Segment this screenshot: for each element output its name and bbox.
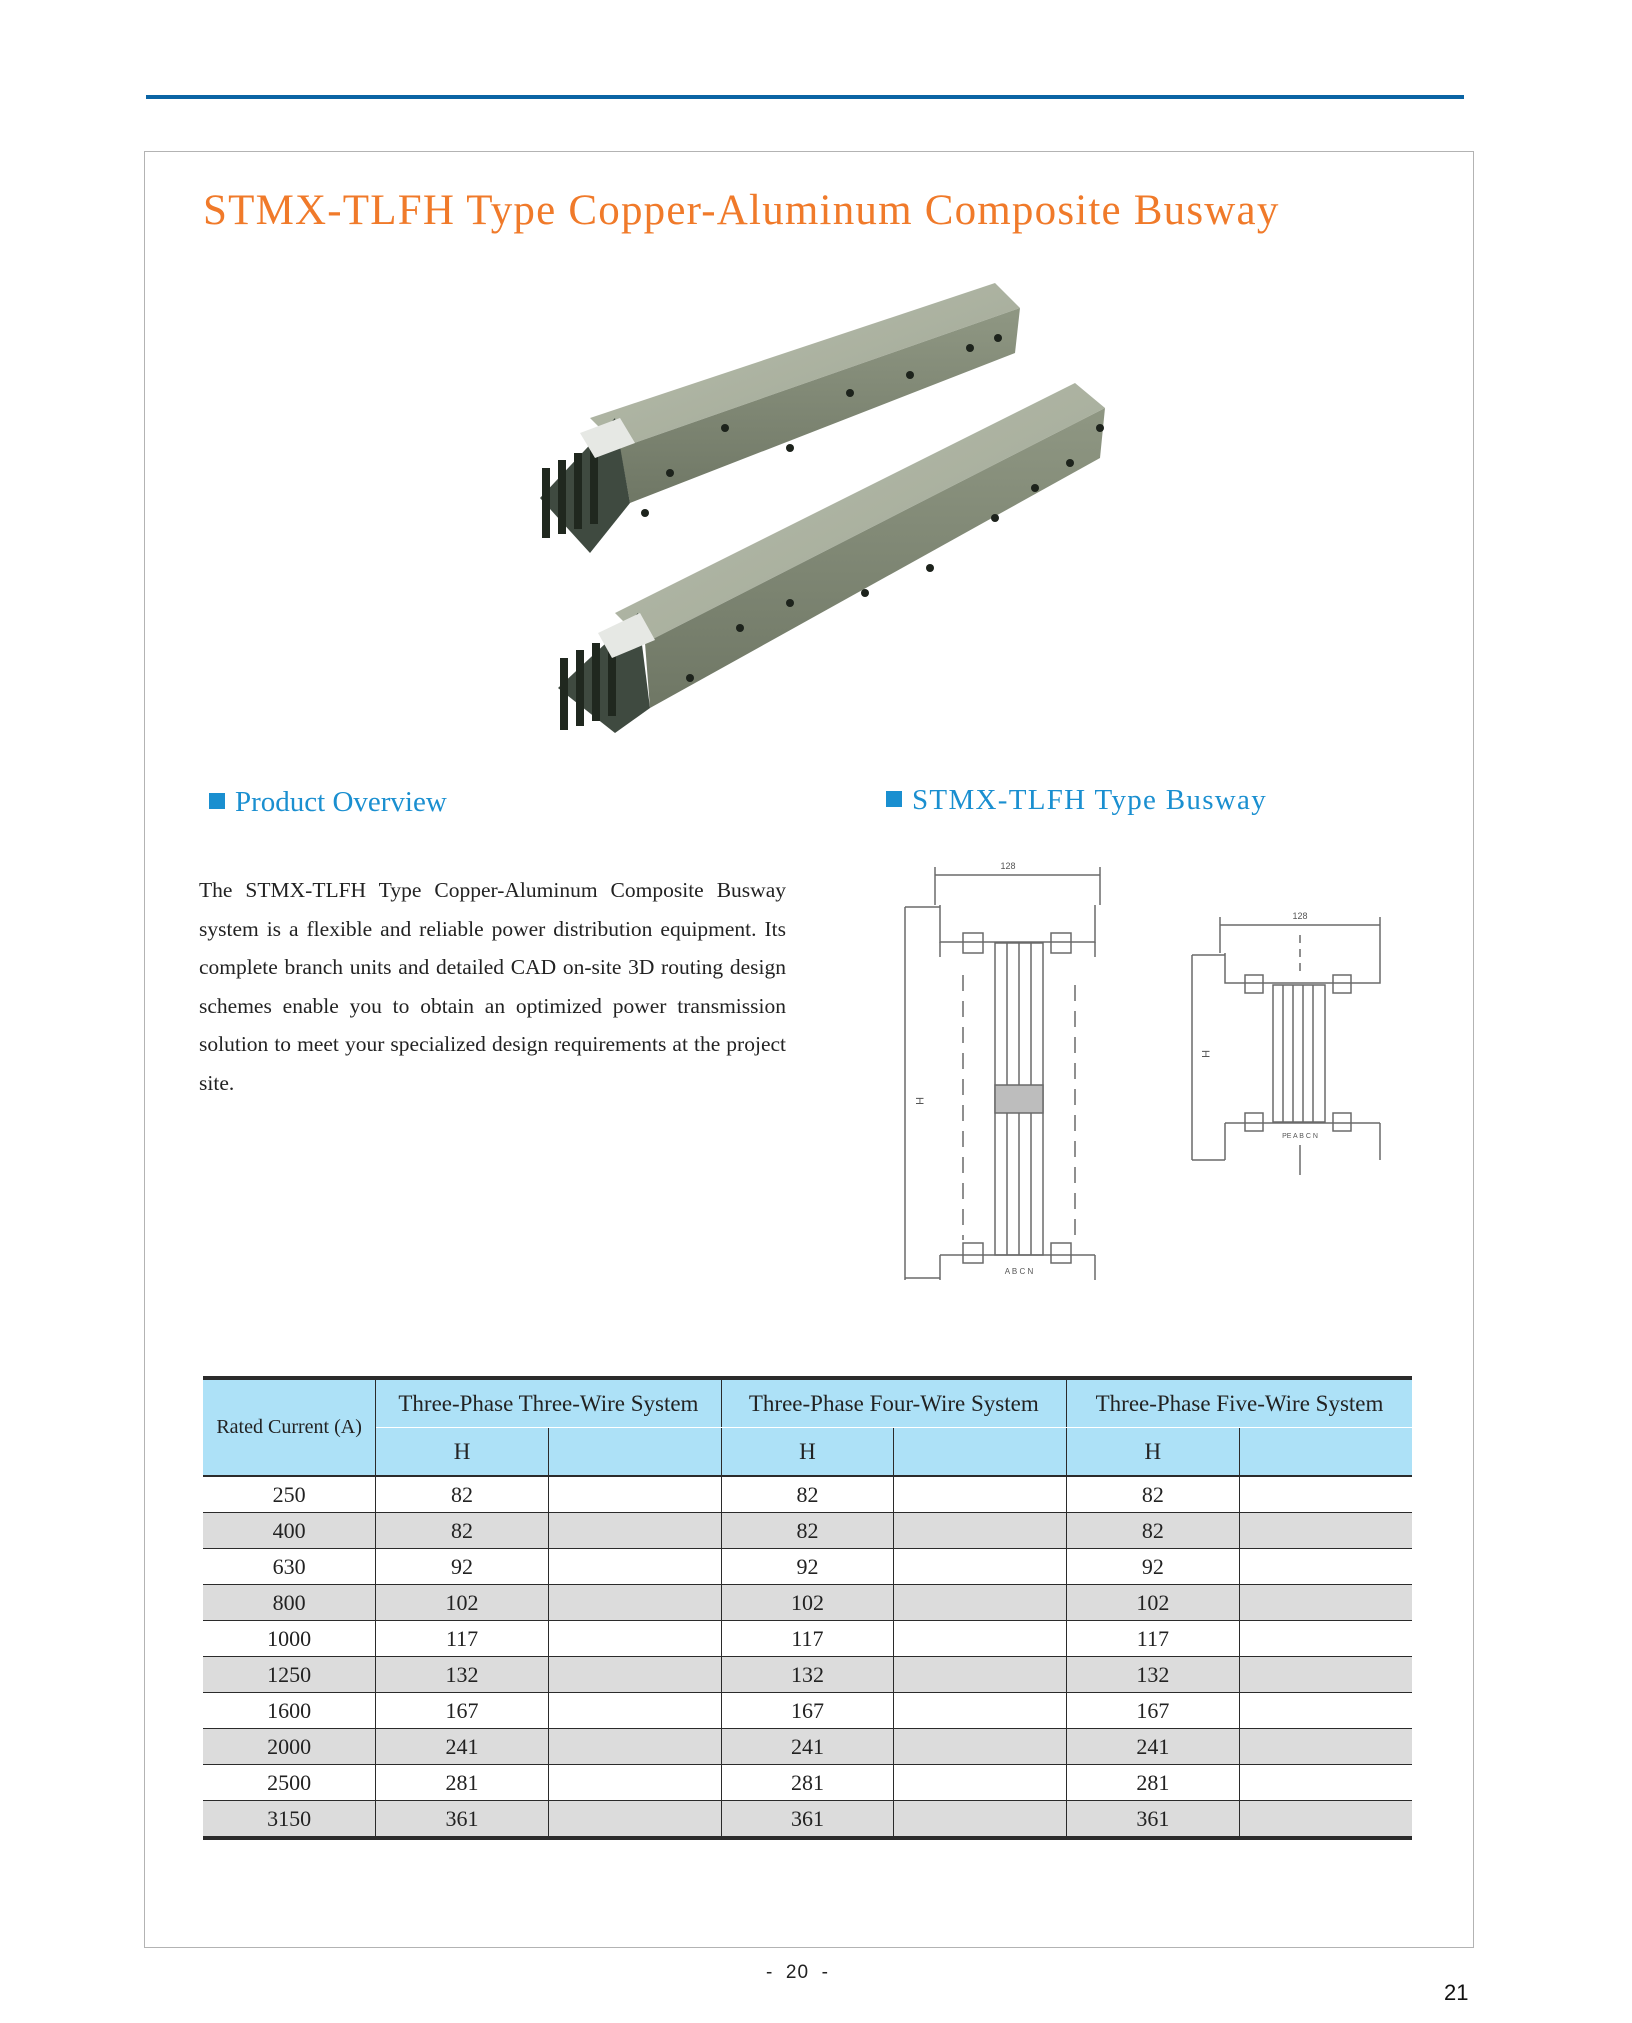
empty-cell <box>894 1621 1067 1657</box>
empty-cell <box>548 1476 721 1513</box>
subheader-blank <box>1239 1428 1412 1477</box>
four-wire-h-cell: 117 <box>721 1621 894 1657</box>
five-wire-h-cell: 361 <box>1067 1801 1240 1839</box>
empty-cell <box>894 1657 1067 1693</box>
left-phase-labels: A B C N <box>1004 1267 1034 1276</box>
three-wire-h-cell: 117 <box>376 1621 549 1657</box>
empty-cell <box>1239 1476 1412 1513</box>
three-wire-h-cell: 102 <box>376 1585 549 1621</box>
page-number-left: - 20 - <box>766 1962 829 1983</box>
cross-section-drawings <box>880 845 1390 1280</box>
empty-cell <box>548 1765 721 1801</box>
three-wire-h-cell: 92 <box>376 1549 549 1585</box>
table-row <box>203 1621 1412 1657</box>
five-wire-h-cell: 82 <box>1067 1476 1240 1513</box>
three-wire-h-cell: 361 <box>376 1801 549 1839</box>
empty-cell <box>894 1693 1067 1729</box>
five-wire-h-cell: 92 <box>1067 1549 1240 1585</box>
rated-current-header: Rated Current (A) <box>203 1378 376 1476</box>
four-wire-h-cell: 281 <box>721 1765 894 1801</box>
five-wire-h-cell: 241 <box>1067 1729 1240 1765</box>
empty-cell <box>1239 1657 1412 1693</box>
table-row <box>203 1765 1412 1801</box>
empty-cell <box>1239 1693 1412 1729</box>
table-row <box>203 1729 1412 1765</box>
section-heading-busway-type <box>886 784 1267 817</box>
rated-current-cell: 2000 <box>203 1729 376 1765</box>
rated-current-cell: 1000 <box>203 1621 376 1657</box>
right-height-label: H <box>1199 1050 1211 1058</box>
left-width-label: 128 <box>1000 861 1016 871</box>
page-title: STMX-TLFH Type Copper-Aluminum Composite Busway <box>203 187 1280 234</box>
subheader-h: H <box>721 1428 894 1477</box>
table-row <box>203 1549 1412 1585</box>
empty-cell <box>548 1657 721 1693</box>
table-header-row <box>203 1378 1412 1428</box>
rated-current-cell: 250 <box>203 1476 376 1513</box>
table-row <box>203 1476 1412 1513</box>
left-height-label: H <box>913 1097 925 1105</box>
table-row <box>203 1693 1412 1729</box>
empty-cell <box>894 1476 1067 1513</box>
four-wire-h-cell: 102 <box>721 1585 894 1621</box>
four-wire-h-cell: 132 <box>721 1657 894 1693</box>
empty-cell <box>548 1513 721 1549</box>
table-row <box>203 1801 1412 1839</box>
empty-cell <box>548 1549 721 1585</box>
empty-cell <box>894 1549 1067 1585</box>
subheader-blank <box>548 1428 721 1477</box>
product-photo <box>520 268 1140 733</box>
rated-current-cell: 800 <box>203 1585 376 1621</box>
empty-cell <box>1239 1801 1412 1839</box>
section-heading-overview <box>209 786 447 819</box>
four-wire-h-cell: 82 <box>721 1476 894 1513</box>
empty-cell <box>1239 1621 1412 1657</box>
empty-cell <box>1239 1585 1412 1621</box>
square-bullet-icon <box>209 793 225 809</box>
rated-current-cell: 1600 <box>203 1693 376 1729</box>
four-wire-h-cell: 241 <box>721 1729 894 1765</box>
rated-current-cell: 2500 <box>203 1765 376 1801</box>
five-wire-h-cell: 82 <box>1067 1513 1240 1549</box>
table-row <box>203 1657 1412 1693</box>
four-wire-h-cell: 167 <box>721 1693 894 1729</box>
empty-cell <box>1239 1765 1412 1801</box>
top-rule <box>146 95 1464 99</box>
five-wire-h-cell: 102 <box>1067 1585 1240 1621</box>
overview-heading-text: Product Overview <box>235 786 447 818</box>
table-subheader-row <box>203 1428 1412 1477</box>
empty-cell <box>894 1765 1067 1801</box>
empty-cell <box>894 1801 1067 1839</box>
three-wire-h-cell: 281 <box>376 1765 549 1801</box>
empty-cell <box>548 1729 721 1765</box>
four-wire-h-cell: 361 <box>721 1801 894 1839</box>
three-wire-h-cell: 82 <box>376 1476 549 1513</box>
rated-current-cell: 630 <box>203 1549 376 1585</box>
four-wire-h-cell: 92 <box>721 1549 894 1585</box>
subheader-h: H <box>1067 1428 1240 1477</box>
five-wire-h-cell: 117 <box>1067 1621 1240 1657</box>
rated-current-cell: 3150 <box>203 1801 376 1839</box>
right-width-label: 128 <box>1292 911 1308 921</box>
header-four-wire: Three-Phase Four-Wire System <box>721 1378 1066 1428</box>
page-number-right: 21 <box>1444 1980 1469 2005</box>
square-bullet-icon <box>886 791 902 807</box>
empty-cell <box>1239 1549 1412 1585</box>
header-five-wire: Three-Phase Five-Wire System <box>1067 1378 1412 1428</box>
empty-cell <box>548 1621 721 1657</box>
empty-cell <box>1239 1513 1412 1549</box>
three-wire-h-cell: 241 <box>376 1729 549 1765</box>
busway-type-heading-text: STMX-TLFH Type Busway <box>912 784 1268 816</box>
table-row <box>203 1585 1412 1621</box>
right-phase-labels: PE A B C N <box>1282 1133 1318 1140</box>
five-wire-h-cell: 132 <box>1067 1657 1240 1693</box>
table-row <box>203 1513 1412 1549</box>
empty-cell <box>894 1513 1067 1549</box>
three-wire-h-cell: 82 <box>376 1513 549 1549</box>
five-wire-h-cell: 167 <box>1067 1693 1240 1729</box>
empty-cell <box>1239 1729 1412 1765</box>
empty-cell <box>548 1801 721 1839</box>
drawing-four-wire <box>905 867 1100 1280</box>
overview-paragraph: The STMX-TLFH Type Copper-Aluminum Composite Busway system is a flexible and reliable power distribution equipment. Its complete branch units and detailed CAD on-site 3D routing design schemes enable you to obtain an optimized power transmission solution to meet your specialized design requirements at the project site. <box>199 878 786 1095</box>
subheader-blank <box>894 1428 1067 1477</box>
four-wire-h-cell: 82 <box>721 1513 894 1549</box>
empty-cell <box>548 1585 721 1621</box>
rated-current-table <box>203 1376 1412 1840</box>
empty-cell <box>894 1729 1067 1765</box>
header-three-wire: Three-Phase Three-Wire System <box>376 1378 721 1428</box>
empty-cell <box>894 1585 1067 1621</box>
five-wire-h-cell: 281 <box>1067 1765 1240 1801</box>
rated-current-cell: 400 <box>203 1513 376 1549</box>
subheader-h: H <box>376 1428 549 1477</box>
three-wire-h-cell: 132 <box>376 1657 549 1693</box>
rated-current-cell: 1250 <box>203 1657 376 1693</box>
three-wire-h-cell: 167 <box>376 1693 549 1729</box>
empty-cell <box>548 1693 721 1729</box>
